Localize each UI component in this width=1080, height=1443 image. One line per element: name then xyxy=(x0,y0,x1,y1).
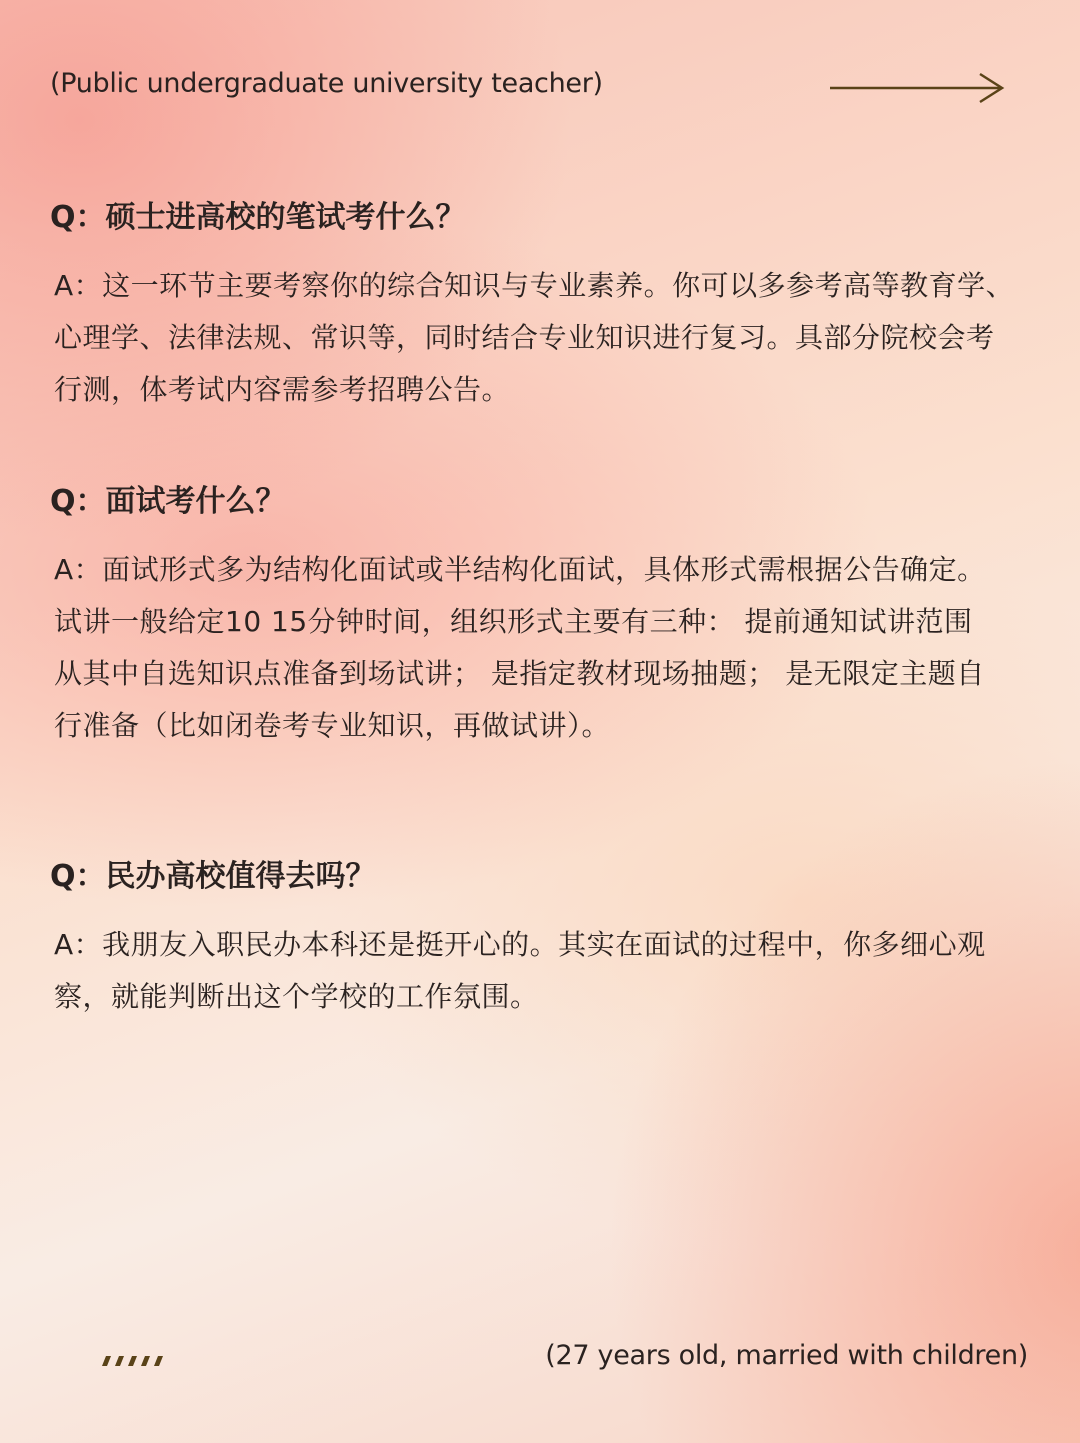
qa-block-3 xyxy=(50,857,1050,1023)
footer-profile-tag: (27 years old, married with children) xyxy=(545,1340,1028,1371)
answer-2-line: 行准备（比如闭卷考专业知识，再做试讲）。 xyxy=(54,709,611,742)
answer-2-line: A：面试形式多为结构化面试或半结构化面试，具体形式需根据公告确定。 xyxy=(54,553,986,586)
qa-block-2 xyxy=(50,482,1050,752)
header-role-tag: (Public undergraduate university teacher) xyxy=(50,68,603,99)
answer-1 xyxy=(54,260,1050,416)
answer-2-line: 试讲一般给定10 15分钟时间，组织形式主要有三种： 提前通知试讲范围 xyxy=(54,605,973,638)
answer-3-line: A：我朋友入职民办本科还是挺开心的。其实在面试的过程中，你多细心观 xyxy=(54,928,986,961)
answer-1-line: A：这一环节主要考察你的综合知识与专业素养。你可以多参考高等教育学、 xyxy=(54,269,1015,302)
question-2: Q：面试考什么？ xyxy=(50,484,286,519)
decorative-dashes-icon xyxy=(100,1354,170,1368)
answer-2-line: 从其中自选知识点准备到场试讲； 是指定教材现场抽题； 是无限定主题自 xyxy=(54,657,985,690)
qa-block-1 xyxy=(50,198,1050,416)
answer-3 xyxy=(54,919,1050,1023)
answer-2 xyxy=(54,544,1050,752)
question-1: Q：硕士进高校的笔试考什么？ xyxy=(50,200,466,235)
arrow-right-icon xyxy=(830,70,1006,106)
question-3: Q：民办高校值得去吗？ xyxy=(50,859,376,894)
answer-1-line: 行测，体考试内容需参考招聘公告。 xyxy=(54,373,511,406)
answer-3-line: 察，就能判断出这个学校的工作氛围。 xyxy=(54,980,539,1013)
answer-1-line: 心理学、法律法规、常识等，同时结合专业知识进行复习。具部分院校会考 xyxy=(54,321,995,354)
